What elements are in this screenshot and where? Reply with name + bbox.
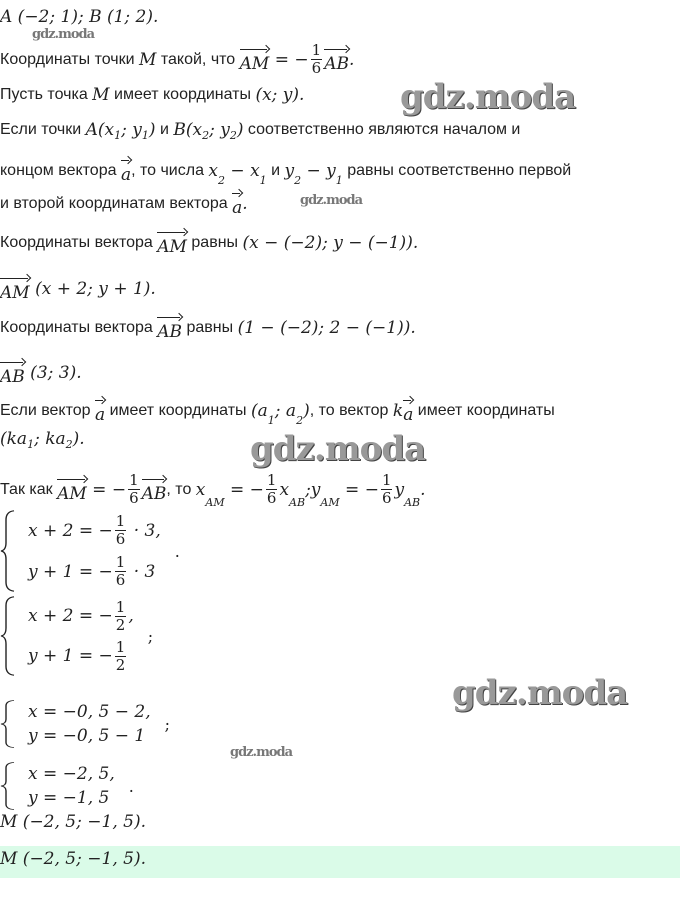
text-segment: имеет координаты [109,86,256,103]
subscript: 2 [218,174,226,187]
subscript: AM [205,496,225,509]
math-segment: = − [269,49,309,70]
math-segment: x + 2 = − [28,606,113,626]
fraction [381,472,393,507]
text-line [0,157,571,185]
math-segment: ) [236,120,244,140]
text-segment: имеет координаты [413,402,555,419]
math-segment: y = −1, 5 [28,788,110,808]
vector: AB [142,476,167,504]
vector: a [121,157,131,185]
equation-system [0,700,170,748]
watermark: gdz.moda [32,27,95,42]
text-segment: и [155,121,174,138]
math-segment: ). [72,429,85,449]
system-row [28,726,151,746]
vector: AM [57,476,87,504]
brace-icon [0,700,18,748]
math-segment: x = −2, 5, [28,764,115,784]
text-segment: равны [186,234,243,251]
text-segment: и [266,162,285,179]
math-segment: · 3 [128,561,156,582]
math-segment: A(x [85,120,115,140]
fraction [266,472,278,507]
system-row [28,702,151,722]
math-segment: ; y [121,120,142,140]
math-segment: y + 1 = − [28,561,113,582]
math-segment: x [195,479,206,500]
fraction-numerator: 1 [115,637,126,656]
text-segment: Пусть точка [0,86,93,103]
math-segment: = − [224,479,264,500]
vector: AM [0,275,30,303]
math-segment: B(x [173,120,203,140]
subscript: AM [320,496,340,509]
text-segment: такой, что [156,50,240,68]
brace-icon [0,510,18,592]
text-segment: , то числа [131,162,209,179]
math-segment: (x; y). [255,85,305,105]
vector: a [95,397,105,425]
fraction-numerator: 1 [129,471,139,489]
math-segment: k [392,401,404,421]
fraction-denominator: 6 [115,530,126,548]
math-segment: M (−2, 5; −1, 5). [0,812,146,832]
math-segment: x [208,161,219,181]
text-segment: Если точки [0,121,86,138]
math-segment: ; ka [34,429,66,449]
system-row [28,599,134,634]
system-rows [18,510,161,592]
watermark: gdz.moda [300,193,363,208]
system-punctuation: ; [147,626,154,646]
subscript: 1 [335,174,343,187]
math-segment: M (−2, 5; −1, 5). [0,849,146,869]
text-line [0,120,520,140]
system-punctuation: ; [164,714,170,734]
math-segment: ) [148,120,156,140]
text-segment: , то вектор [309,402,393,419]
fraction-numerator: 1 [115,512,126,530]
math-segment: ;y [305,479,321,500]
system-punctuation: . [174,541,180,561]
math-segment: = − [339,479,379,500]
fraction-denominator: 6 [311,59,322,77]
text-line [0,7,158,27]
answer-line [0,849,146,869]
text-segment: Если вектор [0,402,95,419]
subscript: 2 [202,129,210,142]
vector: a [232,190,242,218]
fraction [115,599,127,634]
fraction [115,639,127,674]
text-line [0,314,416,342]
text-segment: имеет координаты [105,402,251,419]
text-line [0,397,555,425]
text-line [0,359,82,387]
math-segment: M [139,49,157,70]
subscript: 1 [267,414,275,427]
subscript: 1 [114,129,122,142]
math-segment: y = −0, 5 − 1 [28,726,146,746]
text-line [0,190,248,218]
system-row [28,788,115,808]
text-line [0,812,146,832]
math-segment: − x [225,161,260,181]
subscript: AB [289,496,306,509]
subscript: AB [404,496,421,509]
text-segment: равны [182,319,238,336]
system-row [28,554,161,589]
subscript: 1 [27,438,35,451]
text-line [0,42,354,77]
fraction-denominator: 6 [115,571,126,589]
math-segment: x = −0, 5 − 2, [28,702,151,722]
system-punctuation: . [128,776,134,796]
text-segment: равны соответственно первой [342,162,572,179]
text-segment: Координаты вектора [0,319,158,336]
vector: AM [240,46,270,74]
watermark: gdz.moda [250,429,426,469]
text-line [0,429,85,449]
fraction-numerator: 1 [381,471,392,489]
subscript: 2 [65,438,73,451]
fraction-numerator: 1 [266,471,277,489]
subscript: 1 [141,129,149,142]
math-segment: x + 2 = − [28,520,113,541]
text-segment: Координаты точки [0,50,139,68]
text-segment: соответственно являются началом и [243,121,521,138]
system-row [28,764,115,784]
system-row [28,513,161,548]
brace-icon [0,596,18,676]
text-line [0,229,418,257]
math-segment: M [92,85,110,105]
math-segment: − y [301,161,336,181]
text-segment: Координаты вектора [0,234,158,251]
math-segment: . [242,194,248,214]
math-segment: y + 1 = − [28,646,113,666]
subscript: 2 [229,129,237,142]
watermark: gdz.moda [452,673,628,713]
math-segment: x [279,479,290,500]
subscript: 1 [259,174,267,187]
fraction [311,42,323,77]
fraction [115,554,127,589]
math-segment: ; y [209,120,230,140]
equation-system [0,596,153,676]
vector: AM [157,229,187,257]
math-segment: , [128,606,134,626]
text-segment: , то [166,480,196,498]
subscript: 2 [296,414,304,427]
fraction-denominator: 6 [381,489,392,507]
math-segment: (a [251,401,268,421]
math-segment: (x + 2; y + 1). [29,279,156,299]
vector: a [403,397,413,425]
math-segment: y [394,479,405,500]
math-segment: · 3, [128,520,161,541]
math-segment: (ka [0,429,28,449]
vector: AB [157,314,182,342]
watermark: gdz.moda [400,77,576,117]
math-segment: . [420,479,426,500]
system-rows [18,596,134,676]
math-segment: A (−2; 1); B (1; 2). [0,7,159,27]
vector: AB [0,359,25,387]
fraction [115,513,127,548]
fraction-numerator: 1 [115,553,126,571]
text-segment: и второй координатам вектора [0,195,233,212]
math-segment: ) [303,401,310,421]
fraction-denominator: 6 [266,489,277,507]
math-segment: (x − (−2); y − (−1)). [242,233,419,253]
brace-icon [0,762,18,810]
system-row [28,639,134,674]
math-segment: (3; 3). [24,363,82,383]
fraction-denominator: 6 [129,489,139,507]
math-segment: = − [86,479,127,500]
watermark: gdz.moda [230,745,293,760]
text-line [0,275,156,303]
text-line [0,472,426,507]
text-line [0,85,304,105]
fraction-denominator: 2 [115,615,126,634]
math-segment: y [284,161,295,181]
fraction [128,472,140,507]
text-segment: концом вектора [0,162,121,179]
text-segment: Так как [0,480,58,498]
math-segment: . [348,49,355,70]
fraction-numerator: 1 [115,597,126,616]
subscript: 2 [294,174,302,187]
equation-system [0,762,134,810]
system-rows [18,762,115,810]
equation-system [0,510,180,592]
fraction-denominator: 2 [115,655,126,674]
fraction-numerator: 1 [311,41,322,59]
system-rows [18,700,151,748]
math-segment: ; a [274,401,297,421]
math-segment: (1 − (−2); 2 − (−1)). [237,318,416,338]
vector: AB [324,46,349,74]
